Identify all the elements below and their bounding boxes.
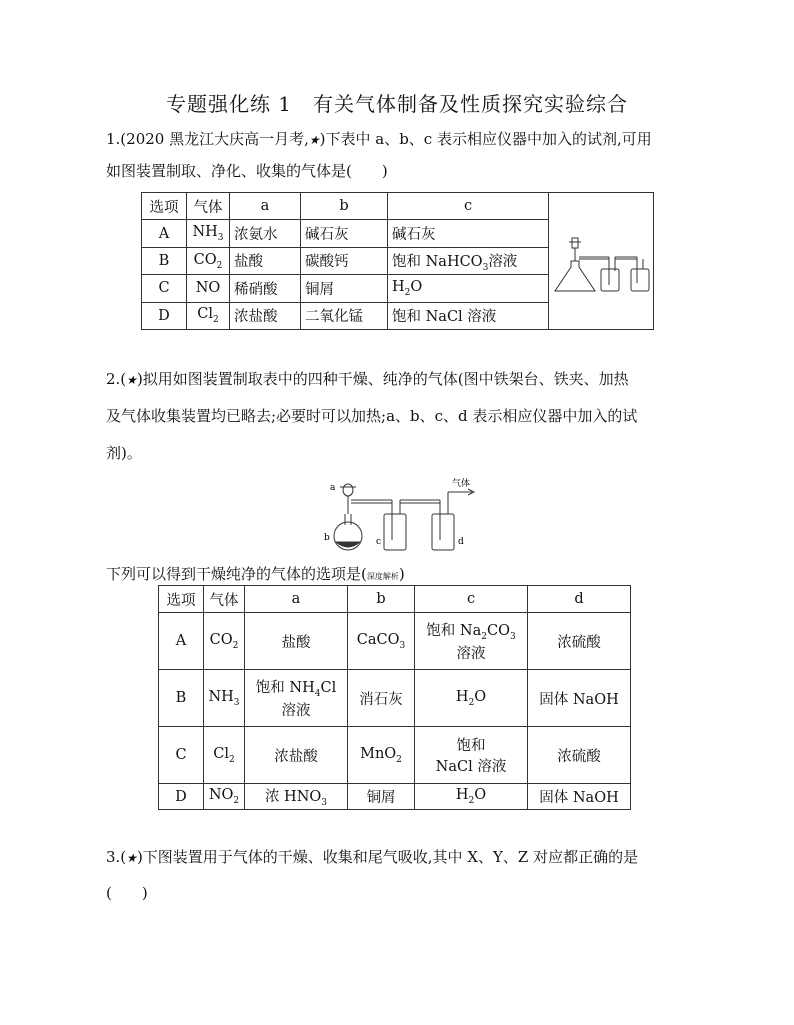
q1-prefix: 1.(2020 黑龙江大庆高一月考, bbox=[106, 130, 309, 148]
reagent-b-subscript: 3 bbox=[399, 640, 406, 651]
gas-subscript: 2 bbox=[216, 260, 223, 271]
gas-formula: CO bbox=[193, 251, 217, 268]
q2-stem-line1 bbox=[106, 368, 629, 389]
label-b: b bbox=[324, 533, 330, 543]
reagent-a: 盐酸 bbox=[230, 247, 301, 274]
difficulty-star-icon: ★ bbox=[126, 373, 137, 387]
reagent-a-subscript: 3 bbox=[321, 797, 328, 808]
row-option: C bbox=[142, 275, 187, 302]
table-row bbox=[159, 727, 631, 784]
reagent-b: 二氧化锰 bbox=[301, 302, 388, 329]
reagent-a-line2: 溶液 bbox=[281, 702, 311, 719]
reagent-b-text: CaCO bbox=[356, 631, 400, 648]
reagent-a: 浓盐酸 bbox=[245, 727, 348, 784]
row-option: D bbox=[142, 302, 187, 329]
row-option: B bbox=[159, 670, 204, 727]
reagent-b-text: MnO bbox=[360, 745, 397, 762]
reagent-b bbox=[348, 613, 415, 670]
reagent-c bbox=[415, 727, 528, 784]
reagent-b: 碱石灰 bbox=[301, 220, 388, 247]
header-a: a bbox=[245, 586, 348, 613]
reagent-c-mid: CO bbox=[486, 623, 510, 640]
difficulty-star-icon: ★ bbox=[308, 133, 320, 147]
row-option: B bbox=[142, 247, 187, 274]
reagent-a: 浓盐酸 bbox=[230, 302, 301, 329]
q2-stem-line3: 剂)。 bbox=[106, 444, 142, 462]
q1-suffix: )下表中 a、b、c 表示相应仪器中加入的试剂,可用 bbox=[319, 130, 652, 148]
reagent-c-text: 饱和 NaCl 溶液 bbox=[392, 309, 497, 326]
q2-prefix: 2.( bbox=[106, 370, 127, 388]
header-d: d bbox=[528, 586, 631, 613]
difficulty-star-icon: ★ bbox=[126, 851, 137, 865]
gas-formula: NO bbox=[195, 280, 221, 297]
reagent-c-subscript2: 3 bbox=[509, 631, 516, 642]
reagent-c-tail: O bbox=[410, 278, 423, 295]
row-gas bbox=[187, 247, 230, 274]
reagent-c-mid: O bbox=[474, 787, 487, 804]
header-gas: 气体 bbox=[204, 586, 245, 613]
header-gas: 气体 bbox=[187, 193, 230, 220]
reagent-c bbox=[388, 247, 549, 274]
reagent-c-line2: 溶液 bbox=[456, 645, 486, 662]
q2-prompt bbox=[106, 563, 405, 584]
q2-suffix: )拟用如图装置制取表中的四种干燥、纯净的气体(图中铁架台、铁夹、加热 bbox=[136, 370, 629, 388]
reagent-c bbox=[415, 670, 528, 727]
table-row bbox=[159, 670, 631, 727]
row-option: D bbox=[159, 784, 204, 810]
label-c: c bbox=[376, 537, 382, 547]
row-option: A bbox=[142, 220, 187, 247]
row-gas bbox=[187, 275, 230, 302]
q1-table bbox=[141, 192, 654, 330]
header-c: c bbox=[415, 586, 528, 613]
row-gas bbox=[204, 670, 245, 727]
q1-apparatus-figure bbox=[549, 193, 654, 330]
row-gas bbox=[187, 302, 230, 329]
row-option: A bbox=[159, 613, 204, 670]
apparatus-diagram-2 bbox=[322, 470, 482, 560]
reagent-c-subscript: 3 bbox=[482, 262, 489, 273]
reagent-c-text: 碱石灰 bbox=[392, 227, 436, 244]
reagent-b: 铜屑 bbox=[348, 784, 415, 810]
row-gas bbox=[204, 727, 245, 784]
reagent-d: 固体 NaOH bbox=[528, 784, 631, 810]
reagent-a: 浓氨水 bbox=[230, 220, 301, 247]
gas-formula: CO bbox=[209, 631, 233, 648]
reagent-c-line2: NaCl 溶液 bbox=[435, 759, 507, 775]
reagent-a bbox=[245, 784, 348, 810]
row-gas bbox=[204, 613, 245, 670]
reagent-c-subscript: 2 bbox=[468, 795, 475, 806]
reagent-c bbox=[415, 784, 528, 810]
q3-stem-line1 bbox=[106, 846, 638, 867]
table-header-row bbox=[159, 586, 631, 613]
reagent-d: 浓硫酸 bbox=[528, 613, 631, 670]
prompt-text: 下列可以得到干燥纯净的气体的选项是( bbox=[106, 565, 367, 583]
label-gas: 气体 bbox=[452, 479, 471, 489]
gas-formula: Cl bbox=[197, 306, 213, 323]
reagent-b bbox=[348, 727, 415, 784]
reagent-c bbox=[388, 220, 549, 247]
header-b: b bbox=[301, 193, 388, 220]
q1-stem-line1 bbox=[106, 128, 652, 149]
reagent-a-tail: Cl bbox=[320, 680, 337, 697]
gas-subscript: 3 bbox=[217, 233, 224, 244]
reagent-c-text: 饱和 Na bbox=[426, 623, 482, 640]
gas-subscript: 3 bbox=[233, 697, 240, 708]
reagent-b-subscript: 2 bbox=[396, 754, 402, 765]
header-a: a bbox=[230, 193, 301, 220]
header-option: 选项 bbox=[142, 193, 187, 220]
reagent-c-tail: 溶液 bbox=[488, 253, 518, 270]
reagent-a-text: 饱和 NH bbox=[255, 680, 315, 697]
reagent-c-text: H bbox=[392, 278, 405, 295]
page-title: 专题强化练 1 有关气体制备及性质探究实验综合 bbox=[165, 92, 629, 116]
q2-table bbox=[158, 585, 631, 810]
header-b: b bbox=[348, 586, 415, 613]
reagent-c-text: 饱和 NaHCO bbox=[392, 253, 483, 270]
reagent-c-subscript: 2 bbox=[481, 631, 487, 642]
q3-prefix: 3.( bbox=[106, 848, 127, 866]
reagent-c bbox=[388, 275, 549, 302]
reagent-c bbox=[388, 302, 549, 329]
reagent-d: 浓硫酸 bbox=[528, 727, 631, 784]
gas-formula: NH bbox=[192, 224, 218, 241]
reagent-d: 固体 NaOH bbox=[528, 670, 631, 727]
reagent-b: 碳酸钙 bbox=[301, 247, 388, 274]
row-gas bbox=[204, 784, 245, 810]
gas-formula: NO bbox=[208, 787, 234, 804]
gas-formula: Cl bbox=[213, 745, 229, 762]
q3-suffix: )下图装置用于气体的干燥、收集和尾气吸收,其中 X、Y、Z 对应都正确的是 bbox=[136, 848, 639, 866]
label-a: a bbox=[330, 483, 336, 493]
table-header-row bbox=[142, 193, 654, 220]
reagent-a-text: 浓 HNO bbox=[264, 789, 322, 806]
apparatus-diagram-1 bbox=[549, 193, 653, 325]
q3-stem-line2: ( ) bbox=[106, 884, 148, 902]
table-row bbox=[159, 613, 631, 670]
header-option: 选项 bbox=[159, 586, 204, 613]
gas-subscript: 2 bbox=[233, 795, 240, 806]
reagent-c bbox=[415, 613, 528, 670]
gas-subscript: 2 bbox=[213, 315, 219, 326]
header-c: c bbox=[388, 193, 549, 220]
reagent-c-text: 饱和 bbox=[456, 738, 486, 754]
prompt-end: ) bbox=[398, 565, 405, 583]
reagent-a: 盐酸 bbox=[245, 613, 348, 670]
table-row bbox=[159, 784, 631, 810]
gas-subscript: 2 bbox=[232, 640, 239, 651]
reagent-a: 稀硝酸 bbox=[230, 275, 301, 302]
q1-stem-line2: 如图装置制取、净化、收集的气体是( ) bbox=[106, 162, 388, 180]
q2-stem-line2: 及气体收集装置均已略去;必要时可以加热;a、b、c、d 表示相应仪器中加入的试 bbox=[106, 407, 638, 425]
gas-formula: NH bbox=[208, 688, 234, 705]
reagent-a-subscript: 4 bbox=[314, 688, 321, 699]
reagent-c-subscript: 2 bbox=[404, 287, 411, 298]
row-option: C bbox=[159, 727, 204, 784]
reagent-c-text: H bbox=[455, 688, 469, 705]
gas-subscript: 2 bbox=[229, 754, 235, 765]
reagent-a bbox=[245, 670, 348, 727]
reagent-c-subscript: 2 bbox=[468, 697, 475, 708]
reagent-b: 铜屑 bbox=[301, 275, 388, 302]
row-gas bbox=[187, 220, 230, 247]
label-d: d bbox=[458, 537, 464, 547]
prompt-small: 深度解析 bbox=[366, 572, 399, 581]
reagent-c-text: H bbox=[455, 787, 469, 804]
reagent-b: 消石灰 bbox=[348, 670, 415, 727]
reagent-c-mid: O bbox=[474, 688, 487, 705]
